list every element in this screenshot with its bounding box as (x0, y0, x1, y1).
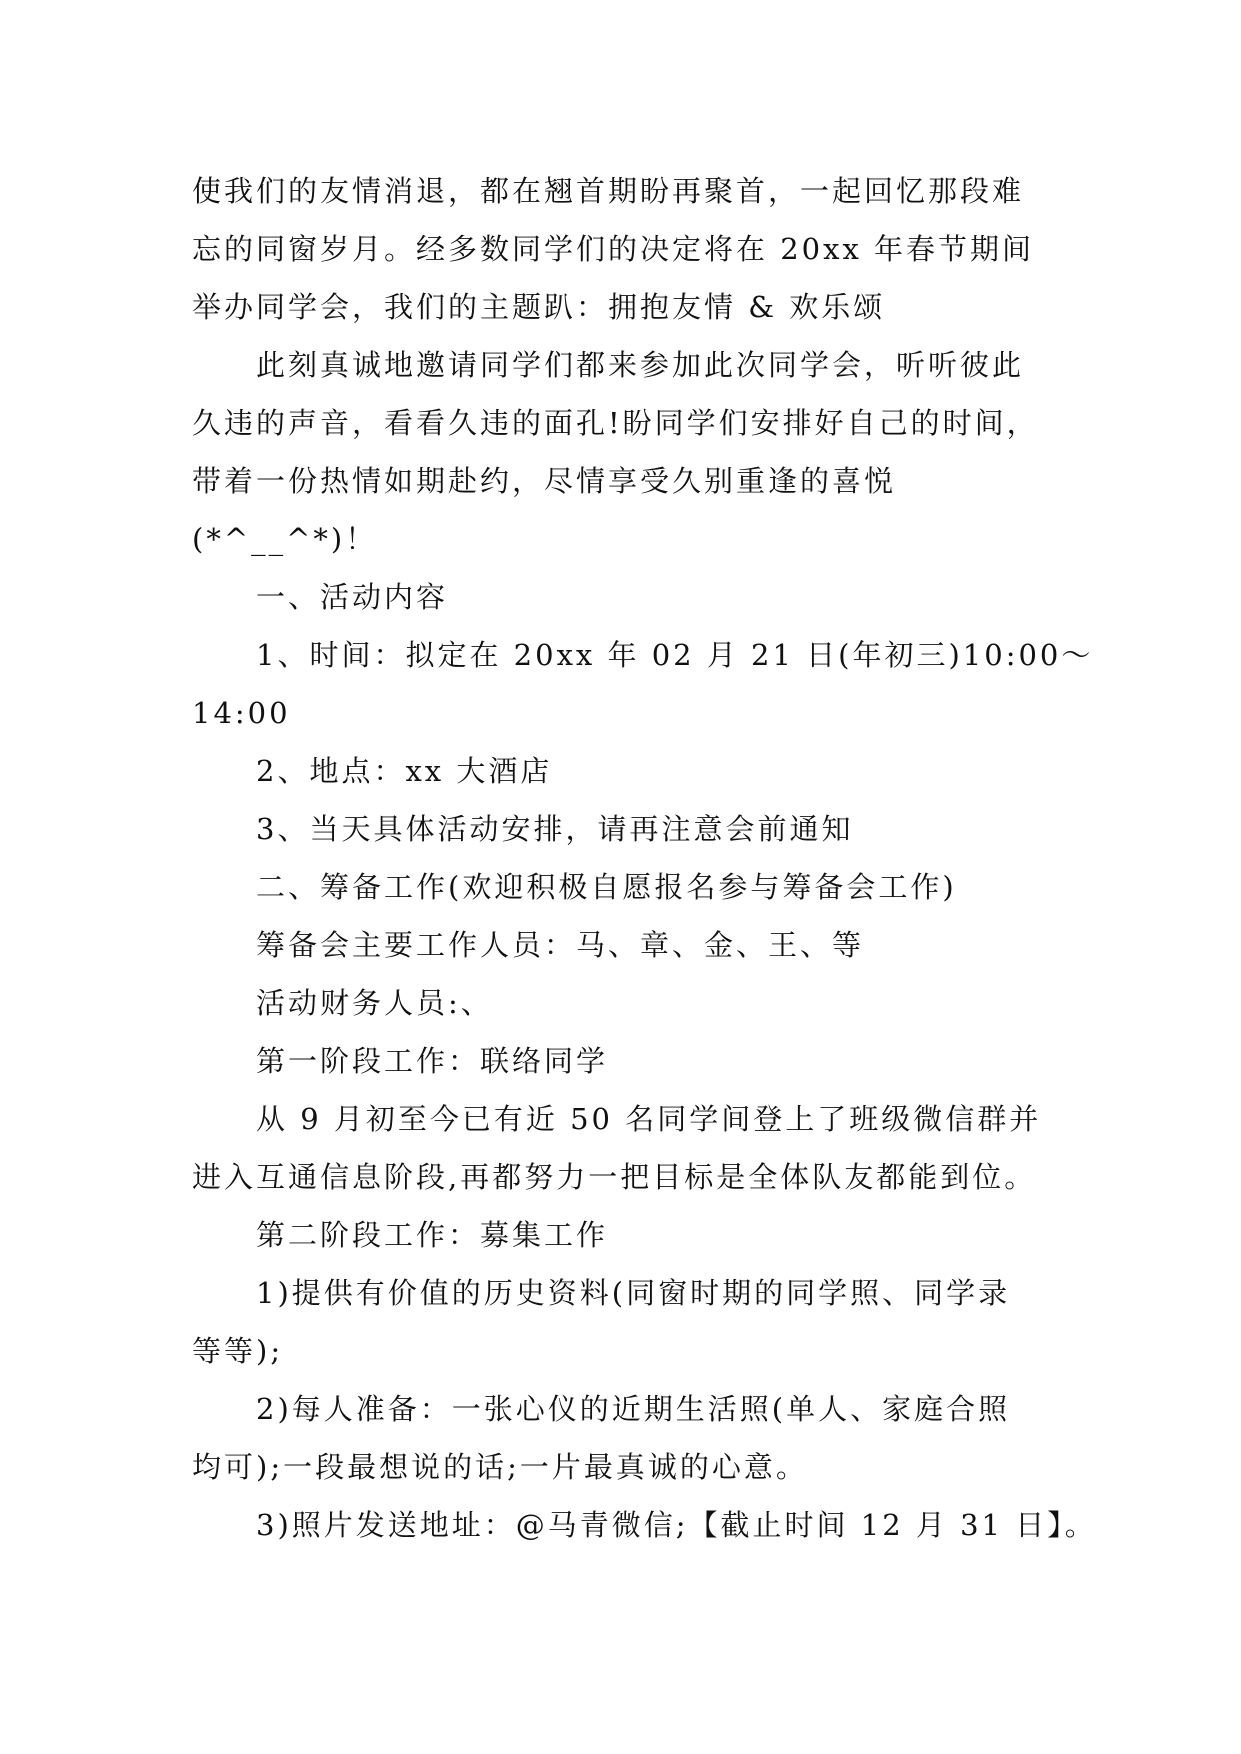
text-line: 2、地点：xx 大酒店 (256, 754, 553, 788)
text-line: 1、时间：拟定在 20xx 年 02 月 21 日(年初三)10:00～ (256, 638, 1094, 672)
text-line: 举办同学会，我们的主题趴：拥抱友情 & 欢乐颂 (192, 290, 886, 324)
text-line: 忘的同窗岁月。经多数同学们的决定将在 20xx 年春节期间 (192, 232, 1035, 266)
section-heading: 一、活动内容 (256, 580, 449, 614)
text-line: 等等); (192, 1334, 284, 1368)
text-line: 活动财务人员:、 (256, 986, 493, 1020)
text-line: 使我们的友情消退，都在翘首期盼再聚首，一起回忆那段难 (192, 174, 1025, 208)
text-line: 进入互通信息阶段,再都努力一把目标是全体队友都能到位。 (192, 1160, 1037, 1194)
text-line: 1)提供有价值的历史资料(同窗时期的同学照、同学录 (256, 1276, 1011, 1310)
document-body (192, 162, 1097, 1554)
text-line: 均可);一段最想说的话;一片最真诚的心意。 (192, 1450, 808, 1484)
section-heading: 二、筹备工作(欢迎积极自愿报名参与筹备会工作) (256, 870, 957, 904)
text-line: 3)照片发送地址：@马青微信;【截止时间 12 月 31 日】。 (256, 1508, 1097, 1542)
text-line: 久违的声音，看看久违的面孔!盼同学们安排好自己的时间， (192, 406, 1039, 440)
text-line: 3、当天具体活动安排，请再注意会前通知 (256, 812, 854, 846)
text-line: 14:00 (192, 696, 291, 730)
text-line: 此刻真诚地邀请同学们都来参加此次同学会，听听彼此 (256, 348, 1025, 382)
text-line: 从 9 月初至今已有近 50 名同学间登上了班级微信群并 (256, 1102, 1042, 1136)
text-line: (*^__^*)！ (192, 522, 378, 556)
subsection-heading: 第二阶段工作：募集工作 (256, 1218, 609, 1252)
text-line: 带着一份热情如期赴约，尽情享受久别重逢的喜悦 (192, 464, 897, 498)
text-line: 2)每人准备：一张心仪的近期生活照(单人、家庭合照 (256, 1392, 1011, 1426)
subsection-heading: 第一阶段工作：联络同学 (256, 1044, 609, 1078)
text-line: 筹备会主要工作人员：马、章、金、王、等 (256, 928, 865, 962)
